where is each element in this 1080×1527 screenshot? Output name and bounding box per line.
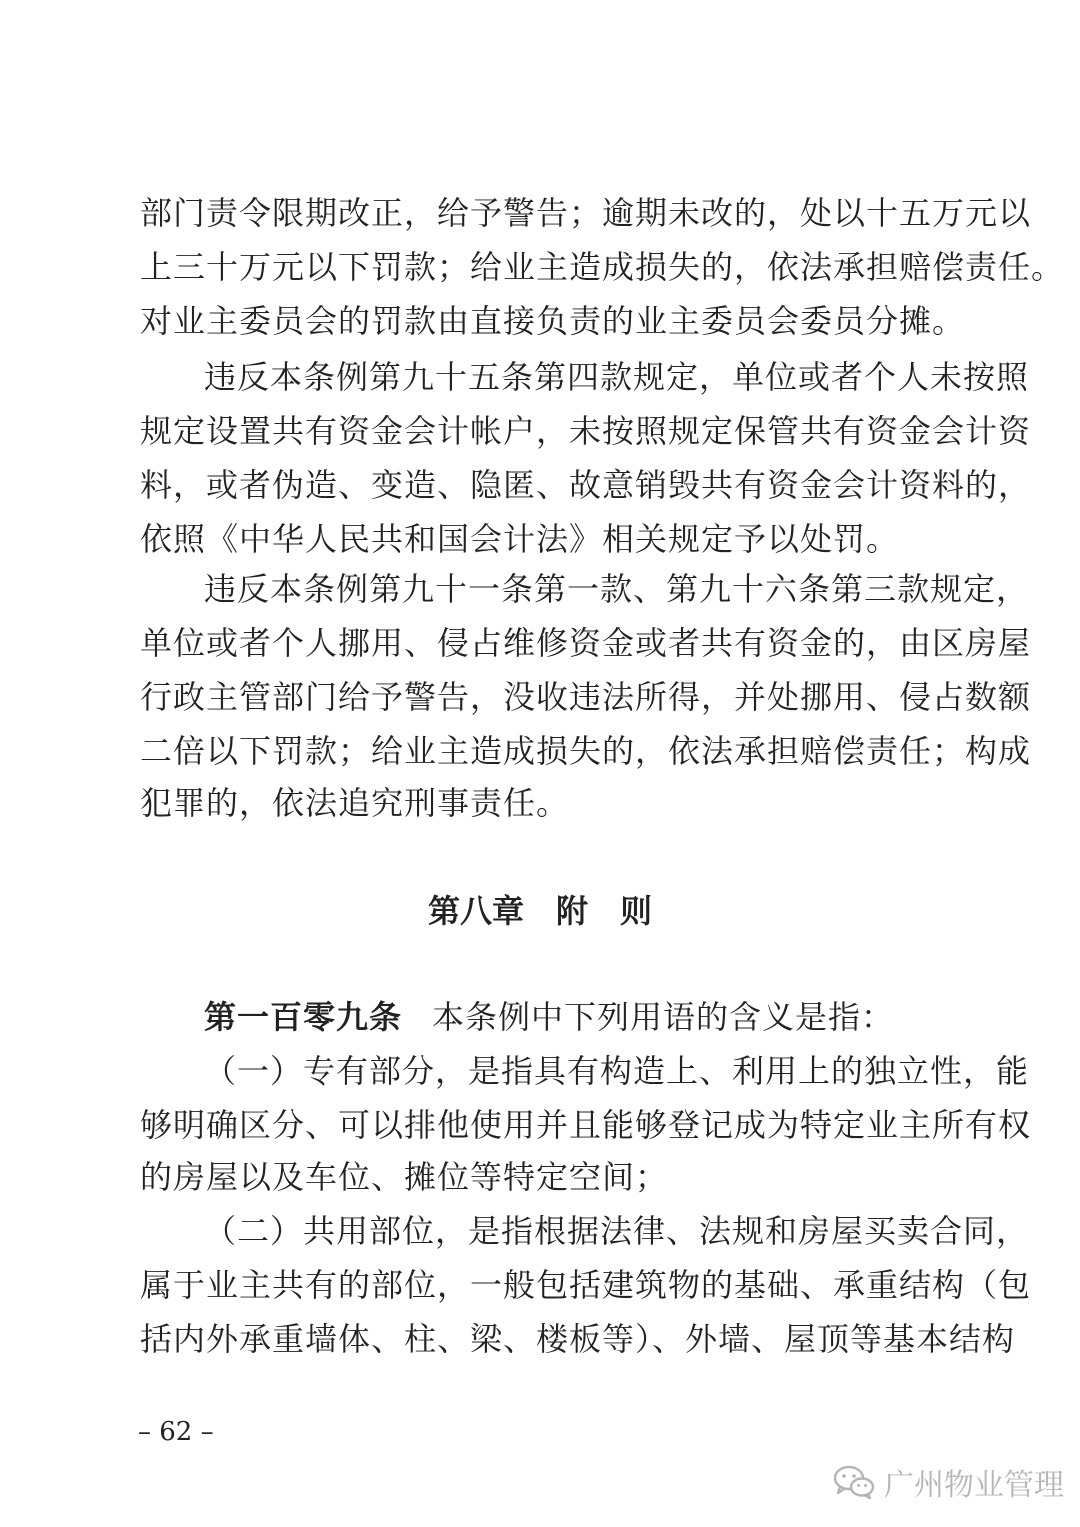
watermark-text: 广州物业管理	[884, 1468, 1064, 1503]
text-line: 单位或者个人挪用、侵占维修资金或者共有资金的，由区房屋	[140, 624, 1032, 662]
text-line: 违反本条例第九十五条第四款规定，单位或者个人未按照	[204, 358, 1030, 396]
text-line: 括内外承重墙体、柱、梁、楼板等）、外墙、屋顶等基本结构	[140, 1320, 1016, 1358]
page-number: – 62 –	[138, 1417, 214, 1447]
article-number: 第一百零九条	[204, 998, 403, 1036]
text-line: 上三十万元以下罚款；给业主造成损失的，依法承担赔偿责任。	[140, 248, 1065, 286]
text-line: （一）专有部分，是指具有构造上、利用上的独立性，能	[204, 1052, 1030, 1090]
article-lead: 本条例中下列用语的含义是指：	[432, 998, 895, 1036]
watermark	[832, 1460, 1064, 1504]
article-line	[204, 990, 940, 1044]
text-line: 二倍以下罚款；给业主造成损失的，依法承担赔偿责任；构成	[140, 732, 1032, 770]
chapter-title: 第八章 附 则	[427, 892, 652, 930]
text-line: 属于业主共有的部位，一般包括建筑物的基础、承重结构（包	[140, 1266, 1032, 1304]
text-line: 够明确区分、可以排他使用并且能够登记成为特定业主所有权	[140, 1106, 1032, 1144]
text-line: 违反本条例第九十一条第一款、第九十六条第三款规定，	[204, 570, 1030, 608]
text-line: 行政主管部门给予警告，没收违法所得，并处挪用、侵占数额	[140, 678, 1032, 716]
text-line: （二）共用部位，是指根据法律、法规和房屋买卖合同，	[204, 1212, 1030, 1250]
text-line: 部门责令限期改正，给予警告；逾期未改的，处以十五万元以	[140, 194, 1032, 232]
wechat-icon	[832, 1464, 876, 1500]
text-line: 规定设置共有资金会计帐户，未按照规定保管共有资金会计资	[140, 412, 1032, 450]
text-line: 依照《中华人民共和国会计法》相关规定予以处罚。	[140, 520, 900, 558]
text-line: 的房屋以及车位、摊位等特定空间；	[140, 1158, 669, 1196]
text-line: 料，或者伪造、变造、隐匿、故意销毁共有资金会计资料的，	[140, 466, 1032, 504]
text-line: 对业主委员会的罚款由直接负责的业主委员会委员分摊。	[140, 302, 966, 340]
text-line: 犯罪的，依法追究刑事责任。	[140, 784, 570, 822]
